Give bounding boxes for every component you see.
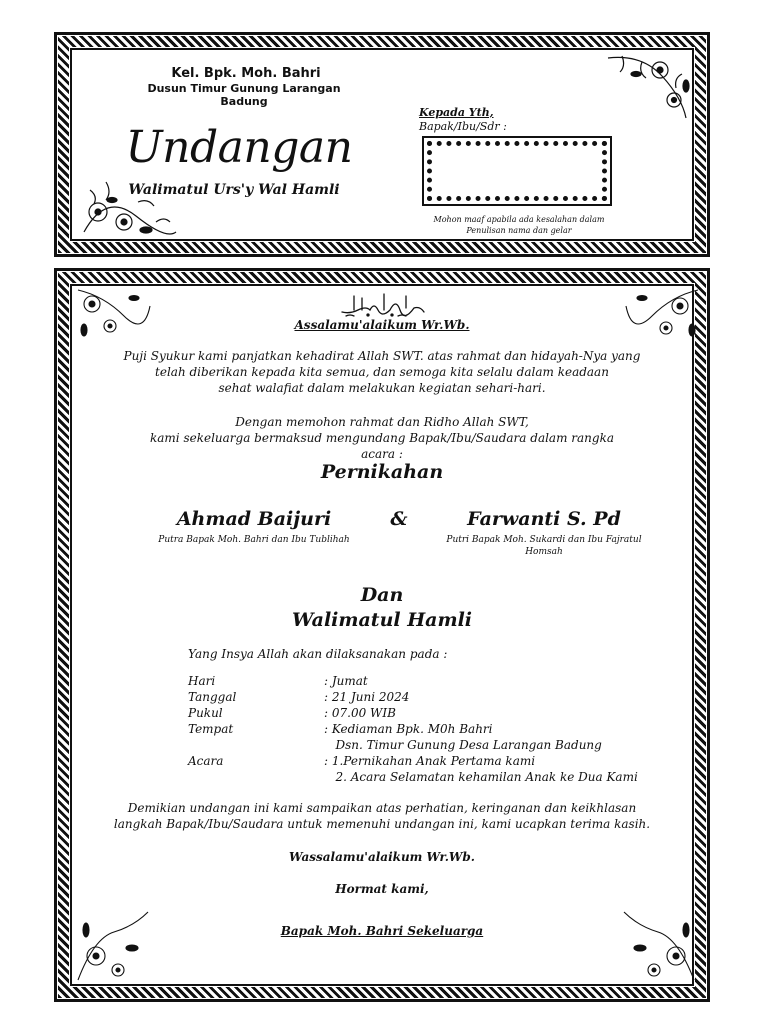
- detail-row: [188, 753, 688, 769]
- detail-value: : 1.Pernikahan Anak Pertama kami: [324, 754, 536, 768]
- intro-line: sehat walafiat dalam melakukan kegiatan sehari-hari.: [218, 381, 546, 395]
- note-line-1: Mohon maaf apabila ada kesalahan dalam: [433, 215, 605, 224]
- signature: Bapak Moh. Bahri Sekeluarga: [280, 924, 484, 938]
- second-event-title: Walimatul Hamli: [291, 609, 473, 631]
- detail-value: : Jumat: [324, 674, 368, 688]
- address-box-pattern: [427, 141, 607, 201]
- invitation-card: [54, 268, 710, 1002]
- family-name: Kel. Bpk. Moh. Bahri: [171, 66, 321, 81]
- family-address: [94, 82, 394, 108]
- to-label: Kepada Yth,: [419, 106, 494, 119]
- address-line-2: Badung: [220, 95, 268, 108]
- groom-name: Ahmad Baijuri: [176, 508, 332, 530]
- intro-line: telah diberikan kepada kita semua, dan semoga kita selalu dalam keadaan: [155, 365, 609, 379]
- detail-row: [188, 737, 688, 753]
- detail-row: [188, 673, 688, 689]
- regards: Hormat kami,: [335, 882, 429, 896]
- closing-line: Demikian undangan ini kami sampaikan atas perhatian, keringanan dan keikhlasan: [127, 801, 637, 815]
- invite-line: acara :: [361, 447, 403, 461]
- envelope-card: [54, 32, 710, 257]
- recipient-name-box[interactable]: [422, 136, 612, 206]
- detail-key: Tempat: [188, 722, 234, 736]
- invite-line: Dengan memohon rahmat dan Ridho Allah SWT,: [235, 415, 529, 429]
- closing-paragraph: [74, 800, 690, 832]
- corner-flower-icon: [622, 286, 702, 346]
- detail-row: [188, 689, 688, 705]
- flower-ornament-icon: [76, 172, 186, 240]
- bride-parents-line: Homsah: [525, 547, 563, 557]
- detail-key: Hari: [188, 674, 216, 688]
- ampersand: &: [390, 508, 408, 530]
- detail-row: [188, 721, 688, 737]
- intro-paragraph: [94, 348, 670, 396]
- schedule-intro: Yang Insya Allah akan dilaksanakan pada :: [188, 647, 448, 661]
- detail-key: Acara: [188, 754, 224, 768]
- flower-ornament-icon: [602, 50, 694, 122]
- detail-key: [188, 769, 324, 785]
- detail-value: : 21 Juni 2024: [324, 690, 410, 704]
- detail-key: Tanggal: [188, 690, 237, 704]
- invite-paragraph: [94, 414, 670, 462]
- closing-line: langkah Bapak/Ibu/Saudara untuk memenuhi undangan ini, kami ucapkan terima kasih.: [113, 817, 651, 831]
- detail-key: Pukul: [188, 706, 223, 720]
- main-title: Undangan: [125, 122, 353, 173]
- detail-key: [188, 737, 324, 753]
- detail-row: [188, 769, 688, 785]
- bismillah-calligraphy-icon: [340, 292, 426, 318]
- invite-line: kami sekeluarga bermaksud mengundang Bapak/Ibu/Saudara dalam rangka: [149, 431, 615, 445]
- detail-value: Dsn. Timur Gunung Desa Larangan Badung: [324, 738, 602, 752]
- intro-line: Puji Syukur kami panjatkan kehadirat Allah SWT. atas rahmat dan hidayah-Nya yang: [123, 349, 641, 363]
- detail-value: 2. Acara Selamatan kehamilan Anak ke Dua Kami: [324, 770, 638, 784]
- detail-value: : Kediaman Bpk. M0h Bahri: [324, 722, 493, 736]
- groom-parents: Putra Bapak Moh. Bahri dan Ibu Tublihah: [158, 535, 350, 545]
- corner-flower-icon: [74, 908, 154, 984]
- subtitle: Walimatul Urs'y Wal Hamli: [128, 182, 340, 198]
- detail-value: : 07.00 WIB: [324, 706, 396, 720]
- recipient-label: Bapak/Ibu/Sdr :: [419, 120, 507, 133]
- corner-flower-icon: [618, 908, 698, 984]
- bride-name: Farwanti S. Pd: [467, 508, 621, 530]
- detail-row: [188, 705, 688, 721]
- address-line-1: Dusun Timur Gunung Larangan: [147, 82, 341, 95]
- corner-flower-icon: [74, 286, 154, 346]
- note-line-2: Penulisan nama dan gelar: [466, 226, 572, 235]
- and-label: Dan: [360, 584, 404, 606]
- bride-parents-line: Putri Bapak Moh. Sukardi dan Ibu Fajratul: [446, 535, 642, 545]
- bride-parents: [434, 534, 654, 558]
- farewell: Wassalamu'alaikum Wr.Wb.: [289, 850, 475, 864]
- apology-note: [414, 214, 624, 236]
- event-title: Pernikahan: [320, 461, 444, 483]
- event-details: [188, 673, 688, 785]
- greeting: Assalamu'alaikum Wr.Wb.: [294, 318, 470, 332]
